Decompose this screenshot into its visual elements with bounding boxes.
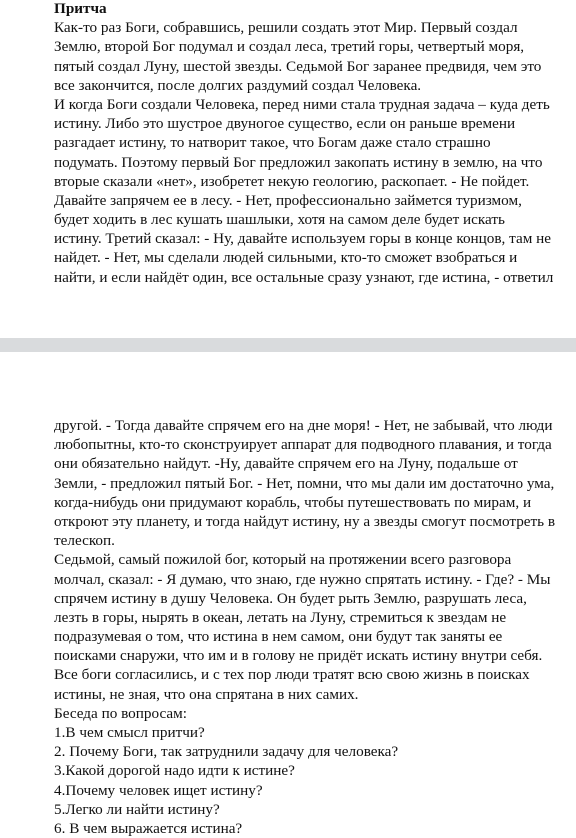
text-line: лезть в горы, нырять в океан, летать на Луну, стремиться к звездам не (54, 608, 507, 626)
text-line: Землю, второй Бог подумал и создал леса, третий горы, четвертый моря, (54, 38, 525, 56)
text-line: подразумевая о том, что истина в нем самом, они будут так заняты ее (54, 628, 503, 646)
text-line: молчал, сказал: - Я думаю, что знаю, где нужно спрятать истину. - Где? - Мы (54, 570, 551, 588)
text-line: когда-нибудь они придумают корабль, чтобы путешествовать по мирам, и (54, 493, 532, 511)
question-item: 4.Почему человек ищет истину? (54, 781, 263, 799)
text-line: Как-то раз Боги, собравшись, решили создать этот Мир. Первый создал (54, 19, 518, 37)
text-line: подумать. Поэтому первый Бог предложил закопать истину в землю, на что (54, 153, 543, 171)
text-line: разгадает истину, то натворит такое, что Богам даже стало страшно (54, 134, 491, 152)
question-item: 5.Легко ли найти истину? (54, 800, 220, 818)
text-line: И когда Боги создали Человека, перед ними стала трудная задача – куда деть (54, 95, 550, 113)
question-item: 2. Почему Боги, так затруднили задачу для человека? (54, 743, 399, 761)
text-line: вторые сказали «нет», изобретет некую геологию, раскопает. - Не пойдет. (54, 172, 530, 190)
text-line: все закончится, после долгих раздумий создал Человека. (54, 76, 422, 94)
text-line: любопытны, кто-то сконструирует аппарат для подводного плавания, и тогда (54, 436, 552, 454)
text-line: найдет. - Нет, мы сделали людей сильными, кто-то сможет взобраться и (54, 249, 518, 267)
question-item: 6. В чем выражается истина? (54, 819, 243, 837)
questions-heading: Беседа по вопросам: (54, 704, 187, 722)
text-line: они обязательно найдут. -Ну, давайте спрячем его на Луну, подальше от (54, 455, 518, 473)
text-line: другой. - Тогда давайте спрячем его на дне моря! - Нет, не забывай, что люди (54, 417, 553, 434)
text-line: истины, не зная, что она спрятана в них самих. (54, 685, 359, 703)
page-2-text (54, 416, 570, 838)
text-line: найти, и если найдёт один, все остальные сразу узнают, где истина, - ответил (54, 268, 554, 286)
text-line: Земли, - предложил пятый Бог. - Нет, помни, что мы дали им достаточно ума, (54, 474, 555, 492)
document-page-1 (0, 0, 576, 338)
question-item: 1.В чем смысл притчи? (54, 724, 205, 741)
text-line: истину. Либо это шустрое двуногое существо, если он раньше времени (54, 115, 516, 133)
text-line: Давайте запрячем ее в лесу. - Нет, профессионально займется туризмом, (54, 191, 522, 209)
page-separator (0, 338, 576, 352)
text-line: спрячем истину в душу Человека. Он будет рыть Землю, разрушать леса, (54, 589, 527, 607)
document-title: Притча (54, 0, 107, 17)
text-line: поисками снаружи, что им и в голову не придёт искать истину внутри себя. (54, 647, 543, 665)
text-line: истину. Третий сказал: - Ну, давайте используем горы в конце концов, там не (54, 230, 551, 248)
page-1-text (54, 0, 570, 287)
text-line: Седьмой, самый пожилой бог, который на протяжении всего разговора (54, 551, 512, 569)
text-line: Все боги согласились, и с тех пор люди тратят всю свою жизнь в поисках (54, 666, 530, 684)
text-line: телескоп. (54, 532, 115, 550)
text-line: пятый создал Луну, шестой звезды. Седьмой Бог заранее предвидя, чем это (54, 57, 542, 75)
text-line: откроют эту планету, и тогда найдут истину, ну а звезды смогут посмотреть в (54, 512, 556, 530)
text-line: будет ходить в лес кушать шашлыки, хотя на самом деле будет искать (54, 211, 505, 229)
question-item: 3.Какой дорогой надо идти к истине? (54, 762, 295, 780)
document-page-2 (0, 352, 576, 837)
